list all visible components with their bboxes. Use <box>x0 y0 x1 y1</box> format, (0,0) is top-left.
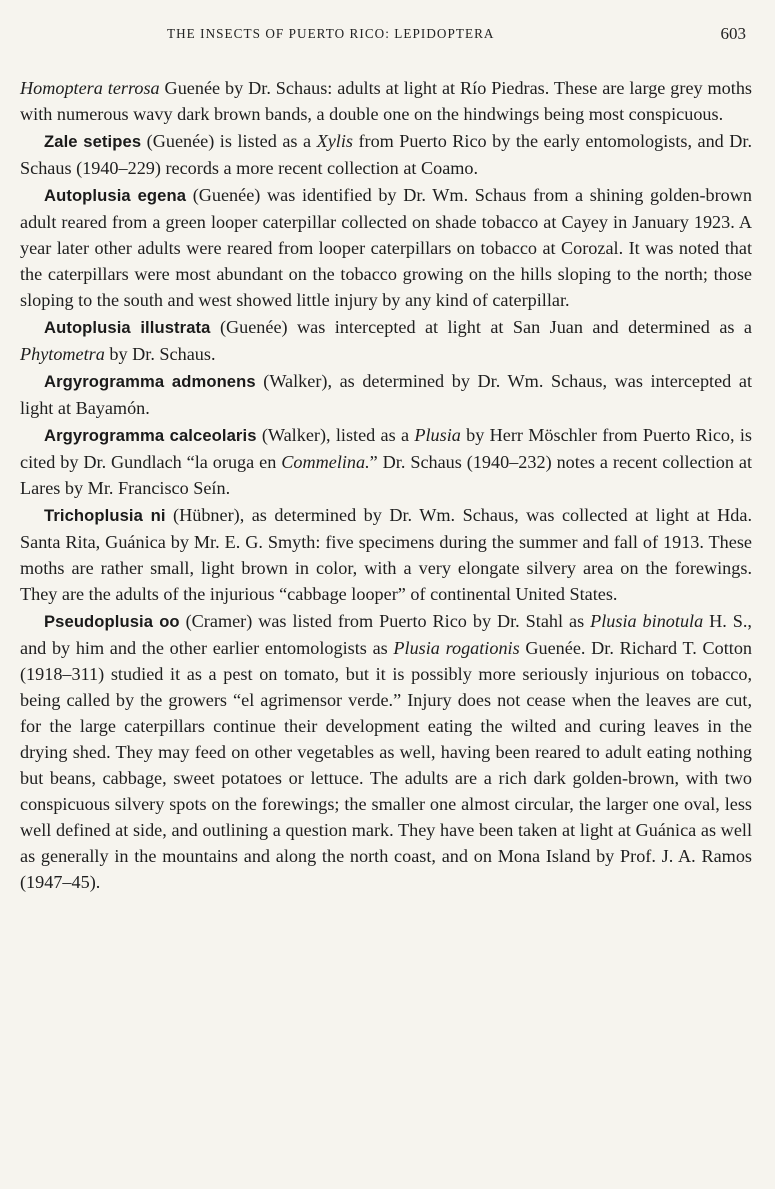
italic-text: Phytometra <box>20 344 105 364</box>
paragraph-text: by Herr Möschler from Puerto Rico, is cited by Dr. Gundlach “la oruga en <box>20 425 752 472</box>
species-name: Pseudoplusia oo <box>44 612 180 631</box>
paragraph-text: H. S., and by him and the other earlier entomologists as <box>20 611 752 658</box>
paragraph-text: (Hübner), as determined by Dr. Wm. Schaus, was collected at light at Hda. Santa Rita, Guánica by Mr. E. G. Smyth: five specimens during the summer and fall of 1913. These moths are rather small, light brown in color, with a very elongate silvery area on the forewings. They are the adults of the injurious “cabbage looper” of continental United States. <box>20 505 752 604</box>
paragraph-text: Guenée by Dr. Schaus: adults at light at Río Piedras. These are large grey moths with numerous wavy dark brown bands, a double one on the hindwings being most conspicuous. <box>20 78 753 124</box>
italic-text: Plusia binotula <box>590 611 704 631</box>
page-number: 603 <box>720 24 746 43</box>
paragraph-text: from Puerto Rico by the early entomologists, and Dr. Schaus (1940–229) records a more recent collection at Coamo. <box>20 131 752 178</box>
paragraph <box>20 314 752 367</box>
paragraph-text: (Guenée) was intercepted at light at San Juan and determined as a <box>210 317 752 337</box>
paragraph <box>20 75 752 127</box>
paragraph-text: (Guenée) was identified by Dr. Wm. Schaus from a shining golden-brown adult reared from a green looper caterpillar collected on shade tobacco at Cayey in January 1923. A year later other adults were reared from looper caterpillars on tobacco at Corozal. It was noted that the caterpillars were most abundant on the tobacco growing on the hills sloping to the north; those sloping to the south and west showed little injury by any kind of caterpillar. <box>20 185 753 310</box>
paragraph-text: Guenée. Dr. Richard T. Cotton (1918–311) studied it as a pest on tomato, but it is possibly more seriously injurious on tobacco, being called by the growers “el agrimensor verde.” Injury does not cease when the leaves are cut, for the large caterpillars continue their development eating the wilted and curing leaves in the drying shed. They may feed on other vegetables as well, having been reared to adult eating nothing but beans, cabbage, sweet potatoes or lettuce. The adults are a rich dark golden-brown, with two conspicuous silvery spots on the forewings; the smaller one almost circular, the larger one oval, less well defined at side, and outlining a question mark. They have been taken at light at Guánica as well as generally in the mountains and along the north coast, and on Mona Island by Prof. J. A. Ramos (1947–45). <box>20 638 753 892</box>
paragraph-text: (Walker), as determined by Dr. Wm. Schaus, was intercepted at light at Bayamón. <box>20 371 752 418</box>
paragraph <box>20 608 752 895</box>
species-name: Trichoplusia ni <box>44 506 166 525</box>
species-name: Argyrogramma admonens <box>44 372 256 391</box>
italic-text: Homoptera terrosa <box>20 78 160 98</box>
paragraph-text: (Cramer) was listed from Puerto Rico by Dr. Stahl as <box>179 611 591 631</box>
paragraph <box>20 368 752 421</box>
italic-text: Plusia rogationis <box>393 638 520 658</box>
italic-text: Plusia <box>414 425 461 445</box>
paragraph <box>20 422 752 501</box>
paragraph <box>20 502 752 607</box>
paragraph-text: ” Dr. Schaus (1940–232) notes a recent collection at Lares by Mr. Francisco Seín. <box>20 452 753 498</box>
italic-text: Commelina. <box>281 452 370 472</box>
species-name: Argyrogramma calceolaris <box>44 426 257 445</box>
running-header <box>20 24 750 46</box>
italic-text: Xylis <box>316 131 353 151</box>
paragraph <box>20 128 752 181</box>
paragraph <box>20 182 752 313</box>
paragraph-text: (Walker), listed as a <box>256 425 415 445</box>
paragraph-text: by Dr. Schaus. <box>104 344 216 364</box>
species-name: Zale setipes <box>44 132 142 151</box>
paragraph-text: (Guenée) is listed as a <box>141 131 317 151</box>
body-text <box>20 75 752 895</box>
running-title: THE INSECTS OF PUERTO RICO: LEPIDOPTERA <box>167 26 495 41</box>
species-name: Autoplusia illustrata <box>44 318 211 337</box>
species-name: Autoplusia egena <box>44 186 187 205</box>
